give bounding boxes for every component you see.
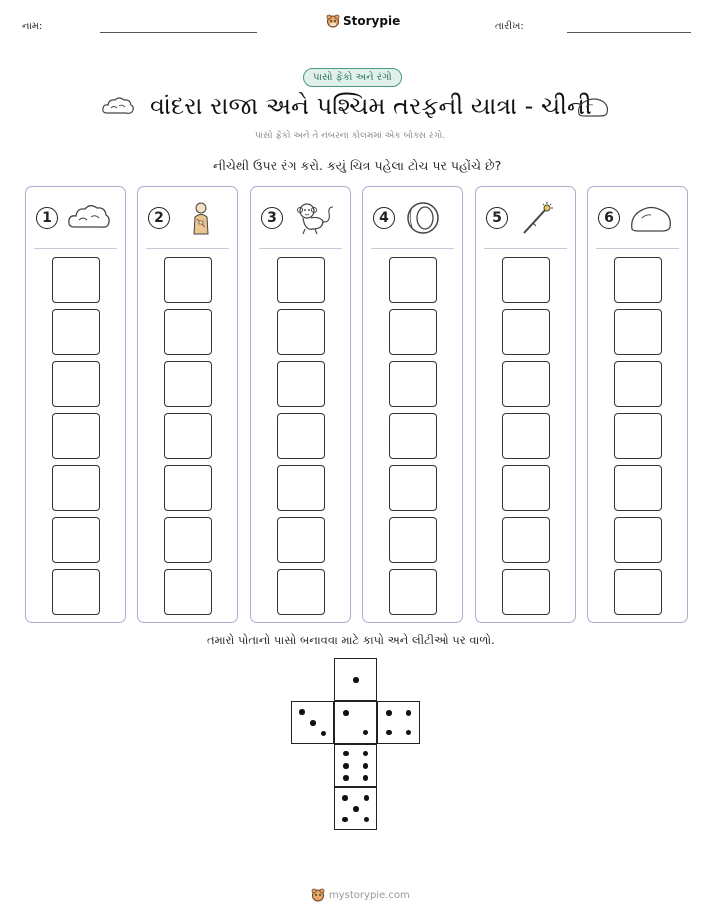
color-box[interactable] bbox=[614, 517, 662, 563]
die-pip bbox=[343, 763, 349, 769]
brand-name: Storypie bbox=[343, 14, 401, 28]
die-pip bbox=[386, 710, 392, 716]
die-face-1 bbox=[334, 658, 377, 701]
column-divider bbox=[371, 248, 454, 249]
color-box[interactable] bbox=[277, 413, 325, 459]
date-line[interactable] bbox=[567, 32, 691, 33]
golden-ring-icon bbox=[403, 201, 449, 235]
column-divider bbox=[259, 248, 342, 249]
storypie-mascot-icon bbox=[311, 888, 325, 902]
activity-badge: પાસો ફેંકો અને રંગો bbox=[303, 68, 402, 87]
color-box[interactable] bbox=[277, 465, 325, 511]
color-box[interactable] bbox=[52, 569, 100, 615]
color-box[interactable] bbox=[52, 257, 100, 303]
color-box[interactable] bbox=[52, 517, 100, 563]
color-box[interactable] bbox=[502, 413, 550, 459]
color-box[interactable] bbox=[164, 257, 212, 303]
color-box[interactable] bbox=[389, 517, 437, 563]
color-box[interactable] bbox=[164, 465, 212, 511]
column-header bbox=[148, 201, 228, 235]
color-box[interactable] bbox=[389, 309, 437, 355]
color-box[interactable] bbox=[277, 257, 325, 303]
color-box[interactable] bbox=[164, 413, 212, 459]
page-title: વાંદરા રાજા અને પશ્ચિમ તરફની યાત્રા - ચીની bbox=[150, 92, 592, 120]
column-header bbox=[486, 201, 566, 235]
column-1 bbox=[25, 186, 126, 623]
color-box[interactable] bbox=[277, 517, 325, 563]
die-pip bbox=[363, 763, 369, 769]
die-pip bbox=[363, 730, 369, 736]
cloud-icon bbox=[101, 95, 135, 119]
die-pip bbox=[342, 795, 348, 801]
column-number: 1 bbox=[36, 207, 58, 229]
monkey-icon bbox=[291, 201, 337, 235]
die-pip bbox=[406, 710, 412, 716]
column-2 bbox=[137, 186, 238, 623]
color-box[interactable] bbox=[52, 361, 100, 407]
die-pip bbox=[364, 795, 370, 801]
color-box[interactable] bbox=[277, 361, 325, 407]
color-box[interactable] bbox=[277, 309, 325, 355]
die-pip bbox=[343, 751, 349, 757]
column-number: 4 bbox=[373, 207, 395, 229]
color-box[interactable] bbox=[614, 361, 662, 407]
monk-icon bbox=[178, 201, 224, 235]
die-pip bbox=[353, 677, 359, 683]
die-pip bbox=[343, 775, 349, 781]
color-box[interactable] bbox=[502, 309, 550, 355]
color-box[interactable] bbox=[389, 465, 437, 511]
color-box[interactable] bbox=[502, 361, 550, 407]
color-box[interactable] bbox=[164, 361, 212, 407]
color-box[interactable] bbox=[614, 465, 662, 511]
color-box[interactable] bbox=[389, 569, 437, 615]
column-number: 6 bbox=[598, 207, 620, 229]
die-pip bbox=[321, 731, 327, 737]
color-box[interactable] bbox=[614, 257, 662, 303]
footer-url[interactable]: mystorypie.com bbox=[329, 889, 410, 901]
cloud-icon bbox=[66, 201, 112, 235]
die-pip bbox=[386, 730, 392, 736]
stone-icon bbox=[576, 95, 610, 119]
column-3 bbox=[250, 186, 351, 623]
brand-logo bbox=[326, 14, 400, 28]
column-header bbox=[261, 201, 341, 235]
storypie-mascot-icon bbox=[326, 14, 340, 28]
column-header bbox=[36, 201, 116, 235]
die-pip bbox=[406, 730, 412, 736]
die-pip bbox=[299, 709, 305, 715]
color-box[interactable] bbox=[164, 309, 212, 355]
coloring-instruction: નીચેથી ઉપર રંગ કરો. કયું ચિત્ર પહેલા ટોચ પર પહોંચે છે? bbox=[213, 158, 502, 173]
stone-icon bbox=[628, 201, 674, 235]
column-5 bbox=[475, 186, 576, 623]
die-face-3 bbox=[291, 701, 334, 744]
cut-instruction: તમારો પોતાનો પાસો બનાવવા માટે કાપો અને લીટીઓ પર વાળો. bbox=[207, 633, 495, 647]
die-pip bbox=[363, 751, 369, 757]
magic-staff-icon bbox=[516, 201, 562, 235]
color-box[interactable] bbox=[52, 413, 100, 459]
footer bbox=[311, 888, 410, 902]
die-face-2 bbox=[334, 701, 377, 744]
color-box[interactable] bbox=[389, 361, 437, 407]
color-box[interactable] bbox=[614, 413, 662, 459]
name-line[interactable] bbox=[100, 32, 257, 33]
color-box[interactable] bbox=[164, 569, 212, 615]
color-box[interactable] bbox=[52, 309, 100, 355]
column-divider bbox=[146, 248, 229, 249]
die-pip bbox=[310, 720, 316, 726]
column-number: 3 bbox=[261, 207, 283, 229]
color-box[interactable] bbox=[614, 569, 662, 615]
color-box[interactable] bbox=[614, 309, 662, 355]
column-divider bbox=[484, 248, 567, 249]
column-number: 5 bbox=[486, 207, 508, 229]
color-box[interactable] bbox=[502, 569, 550, 615]
column-header bbox=[373, 201, 453, 235]
color-box[interactable] bbox=[502, 517, 550, 563]
color-box[interactable] bbox=[502, 257, 550, 303]
page-subtitle: પાસો ફેંકો અને તે નંબરના કોલમમાં એક બોક્સ રંગો. bbox=[255, 131, 446, 141]
name-label: નામ: bbox=[22, 21, 43, 32]
column-header bbox=[598, 201, 678, 235]
die-pip bbox=[363, 775, 369, 781]
date-label: તારીખ: bbox=[495, 21, 524, 32]
die-pip bbox=[353, 806, 359, 812]
color-box[interactable] bbox=[52, 465, 100, 511]
die-face-6 bbox=[334, 744, 377, 787]
column-6 bbox=[587, 186, 688, 623]
color-box[interactable] bbox=[389, 413, 437, 459]
color-box[interactable] bbox=[502, 465, 550, 511]
color-box[interactable] bbox=[389, 257, 437, 303]
color-box[interactable] bbox=[277, 569, 325, 615]
die-pip bbox=[343, 710, 349, 716]
column-4 bbox=[362, 186, 463, 623]
die-pip bbox=[364, 817, 370, 823]
column-number: 2 bbox=[148, 207, 170, 229]
color-box[interactable] bbox=[164, 517, 212, 563]
die-face-5 bbox=[334, 787, 377, 830]
column-divider bbox=[596, 248, 679, 249]
die-face-4 bbox=[377, 701, 420, 744]
die-pip bbox=[342, 817, 348, 823]
column-divider bbox=[34, 248, 117, 249]
